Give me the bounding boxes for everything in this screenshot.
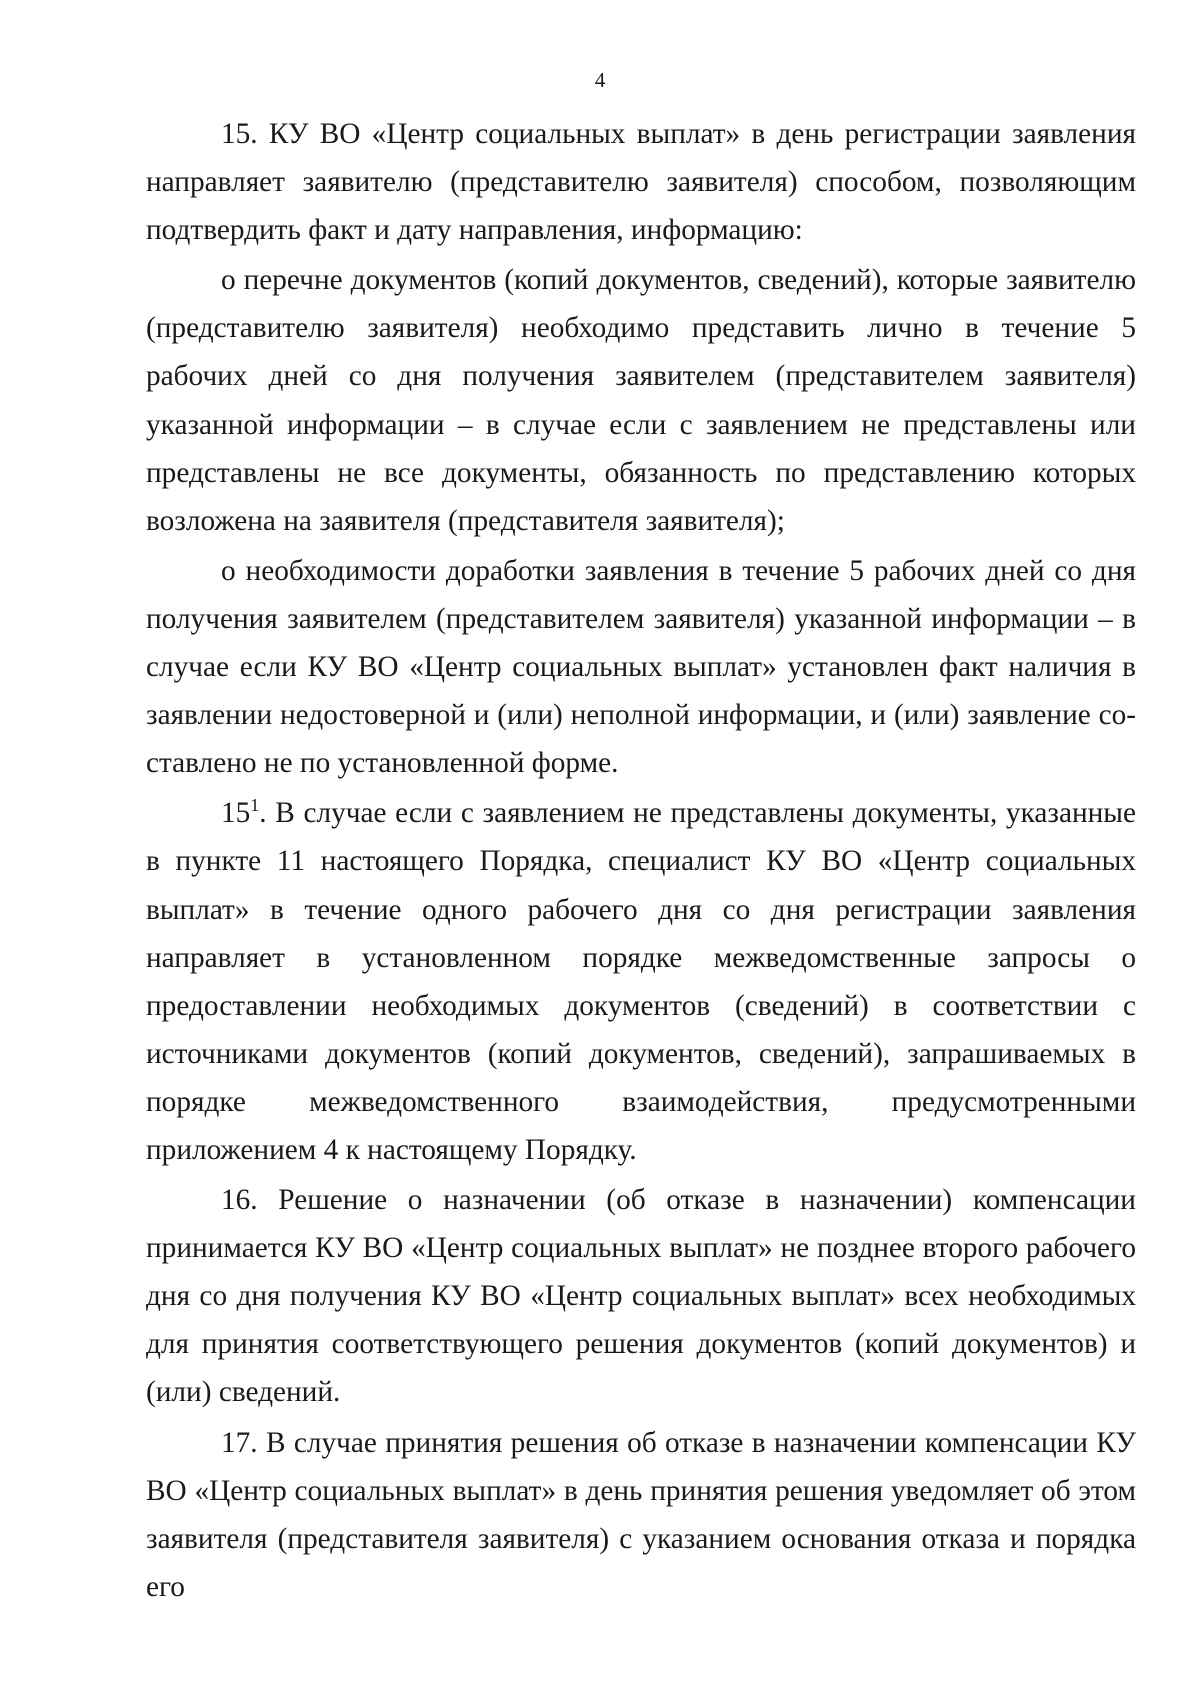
- page-number: 4: [594, 68, 606, 92]
- paragraph-15-documents-list: о перечне документов (копий документов, сведений), которые заявителю (представителю заявителя) необходимо представить лично в течение 5 рабочих дней со дня получения заявителем (представителем заявителя) указанной информации – в случае если с заявлением не представлены или представлены не все документы, обязанность по представлению которых возложена на заявителя (представителя заявителя);: [146, 264, 1136, 537]
- paragraph-number-superscript: 1: [250, 795, 260, 816]
- paragraph-15: 15. КУ ВО «Центр социальных выплат» в день регистрации заявления направляет заявителю (представителю заявителя) способом, позволяющим подтвердить факт и дату направления, информацию:: [146, 118, 1136, 247]
- paragraph-15-1: [146, 789, 1136, 1174]
- paragraph-number: 15: [221, 797, 251, 830]
- paragraph-17: 17. В случае принятия решения об отказе в назначении компенсации КУ ВО «Центр социальных выплат» в день принятия решения уведомляет об этом заявителя (представителя заявителя) с указанием основания отказа и порядка его: [146, 1426, 1136, 1603]
- paragraph-15-revision: о необходимости доработки заявления в течение 5 рабочих дней со дня получения заявителем (представителем заявителя) указанной информации – в случае если КУ ВО «Центр социальных выплат» установлен факт наличия в заявлении недостоверной и (или) неполной информации, и (или) заявление составлено не по установленной форме.: [146, 554, 1136, 780]
- paragraph-text: . В случае если с заявлением не представлены документы, указанные в пункте 11 настоящего Порядка, специалист КУ ВО «Центр социальных выплат» в течение одного рабочего дня со дня регистрации заявления направляет в установленном порядке межведомственные запросы о предоставлении необходимых документов (сведений) в соответствии с источниками документов (копий документов, сведений), запрашиваемых в порядке межведомственного взаимодействия, предусмотренными приложением 4 к настоящему Порядку.: [146, 797, 1136, 1166]
- paragraph-16: 16. Решение о назначении (об отказе в назначении) компенсации принимается КУ ВО «Центр социальных выплат» не позднее второго рабочего дня со дня получения КУ ВО «Центр социальных выплат» всех необходимых для принятия соответствующего решения документов (копий документов) и (или) сведений.: [146, 1184, 1136, 1409]
- document-body: [146, 110, 1136, 1613]
